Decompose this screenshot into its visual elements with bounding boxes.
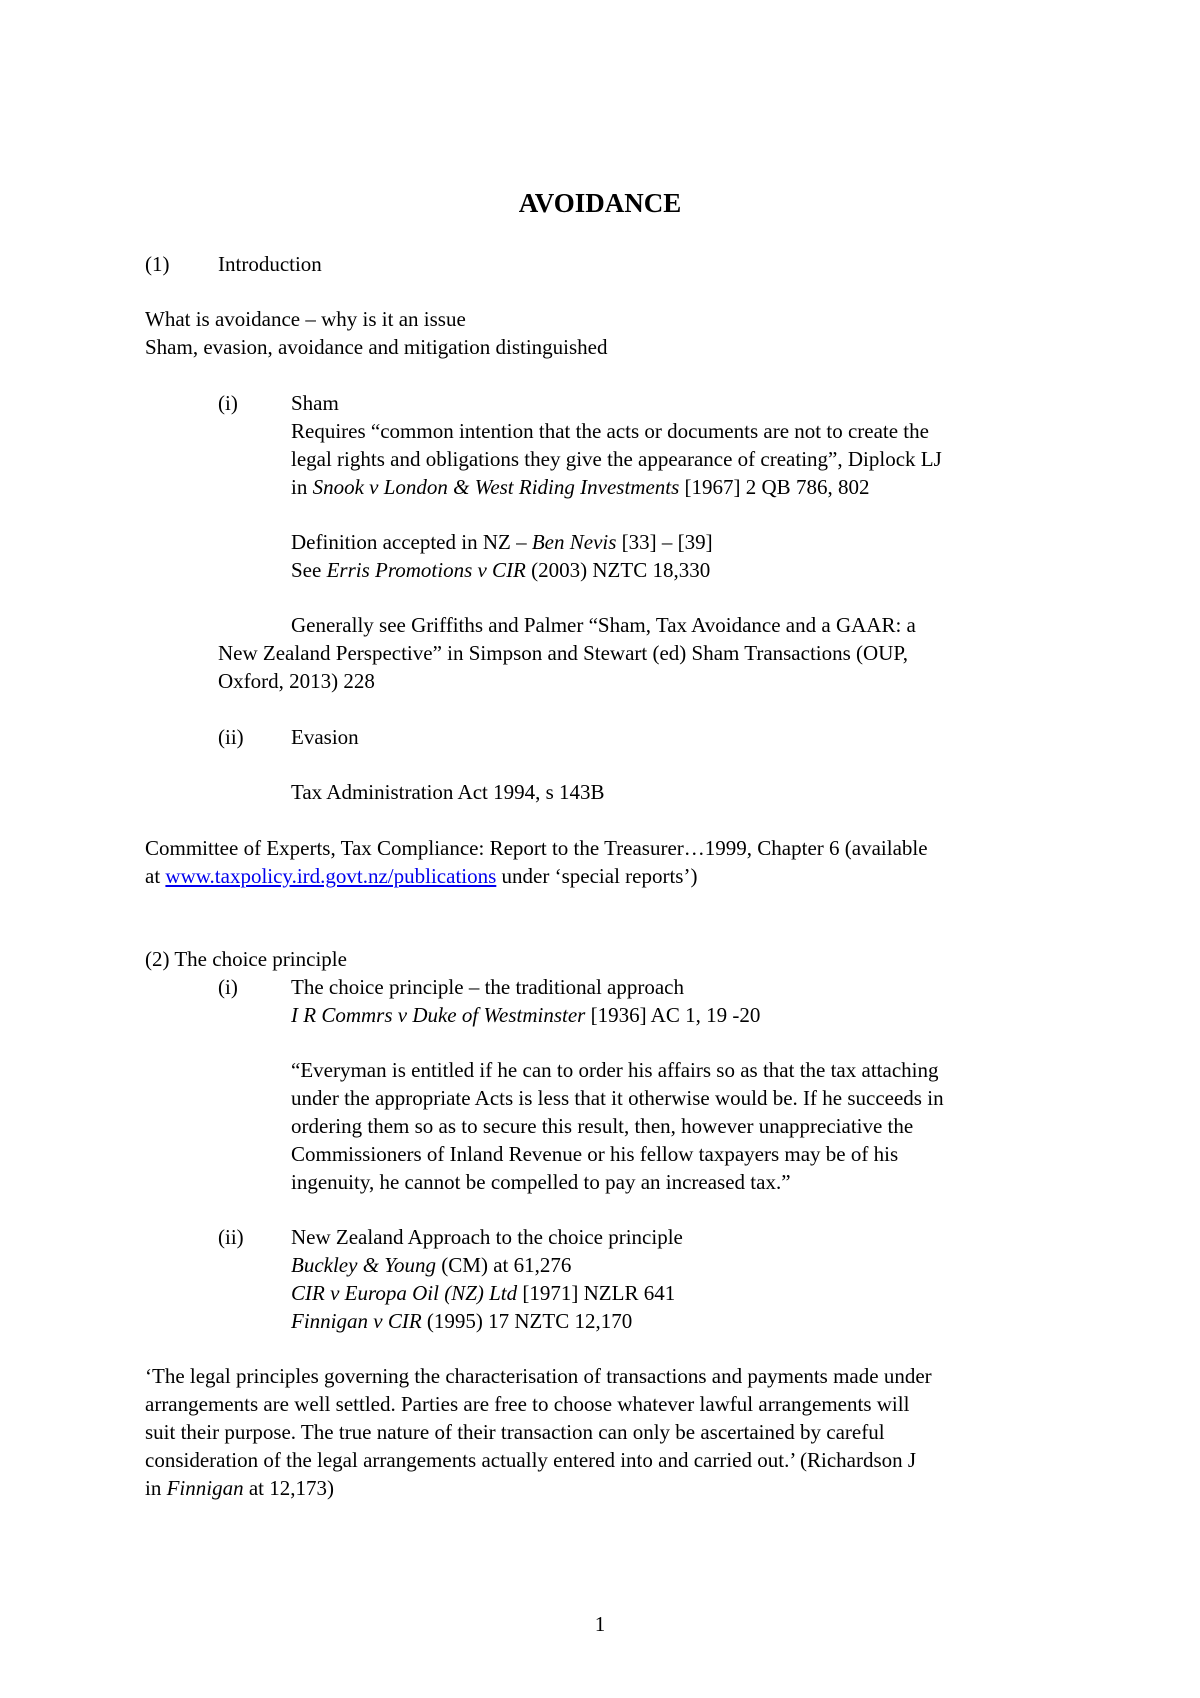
closing-in: in bbox=[145, 1476, 167, 1500]
sham-heading: Sham bbox=[291, 391, 339, 415]
case-buckley-young: Buckley & Young bbox=[291, 1253, 437, 1277]
committee-special-reports: under ‘special reports’) bbox=[496, 864, 698, 888]
generally-line-2: New Zealand Perspective” in Simpson and Stewart (ed) Sham Transactions (OUP, bbox=[218, 641, 908, 665]
committee-at: at bbox=[145, 864, 166, 888]
case-ben-nevis-citation: [33] – [39] bbox=[616, 530, 713, 554]
evasion-number: (ii) bbox=[218, 725, 244, 749]
document-title: AVOIDANCE bbox=[518, 188, 682, 218]
definition-line bbox=[291, 528, 713, 556]
evasion-heading: Evasion bbox=[291, 725, 359, 749]
case-europa-oil-citation: [1971] NZLR 641 bbox=[517, 1281, 676, 1305]
generally-line-3: Oxford, 2013) 228 bbox=[218, 669, 375, 693]
case-buckley-young-citation: (CM) at 61,276 bbox=[436, 1253, 572, 1277]
closing-line-2: arrangements are well settled. Parties are free to choose whatever lawful arrangements will bbox=[145, 1392, 910, 1416]
intro-line-1: What is avoidance – why is it an issue bbox=[145, 307, 466, 331]
europa-oil-line bbox=[291, 1279, 675, 1307]
case-duke-westminster-citation: [1936] AC 1, 19 -20 bbox=[585, 1003, 761, 1027]
sham-number: (i) bbox=[218, 391, 238, 415]
sham-text-line-1: Requires “common intention that the acts or documents are not to create the bbox=[291, 419, 929, 443]
finnigan-line bbox=[291, 1307, 632, 1335]
sham-text-line-2: legal rights and obligations they give the appearance of creating”, Diplock LJ bbox=[291, 447, 942, 471]
section-1-heading: Introduction bbox=[218, 252, 322, 276]
sham-text-in: in bbox=[291, 475, 313, 499]
case-duke-westminster: I R Commrs v Duke of Westminster bbox=[291, 1003, 586, 1027]
committee-line-1: Committee of Experts, Tax Compliance: Report to the Treasurer…1999, Chapter 6 (available bbox=[145, 836, 928, 860]
case-snook-citation: [1967] 2 QB 786, 802 bbox=[679, 475, 870, 499]
closing-citation: at 12,173) bbox=[243, 1476, 334, 1500]
case-erris: Erris Promotions v CIR bbox=[326, 558, 526, 582]
choice-ii-heading: New Zealand Approach to the choice principle bbox=[291, 1225, 683, 1249]
duke-westminster-line bbox=[291, 1001, 760, 1029]
see-text: See bbox=[291, 558, 327, 582]
choice-ii-number: (ii) bbox=[218, 1225, 244, 1249]
case-snook: Snook v London & West Riding Investments bbox=[312, 475, 680, 499]
quote-line-2: under the appropriate Acts is less that it otherwise would be. If he succeeds in bbox=[291, 1086, 944, 1110]
closing-line-3: suit their purpose. The true nature of their transaction can only be ascertained by careful bbox=[145, 1420, 885, 1444]
case-finnigan-citation: (1995) 17 NZTC 12,170 bbox=[421, 1309, 633, 1333]
case-europa-oil: CIR v Europa Oil (NZ) Ltd bbox=[291, 1281, 518, 1305]
buckley-young-line bbox=[291, 1251, 571, 1279]
see-line bbox=[291, 556, 710, 584]
page-number: 1 bbox=[594, 1612, 606, 1636]
closing-line-4: consideration of the legal arrangements actually entered into and carried out.’ (Richardson J bbox=[145, 1448, 917, 1472]
choice-i-heading: The choice principle – the traditional approach bbox=[291, 975, 685, 999]
evasion-statute: Tax Administration Act 1994, s 143B bbox=[291, 780, 605, 804]
section-2-heading: (2) The choice principle bbox=[145, 947, 347, 971]
quote-line-1: “Everyman is entitled if he can to order his affairs so as that the tax attaching bbox=[291, 1058, 939, 1082]
closing-line-5 bbox=[145, 1474, 334, 1502]
definition-text: Definition accepted in NZ – bbox=[291, 530, 532, 554]
choice-i-number: (i) bbox=[218, 975, 238, 999]
section-1-number: (1) bbox=[145, 252, 170, 276]
intro-line-2: Sham, evasion, avoidance and mitigation distinguished bbox=[145, 335, 608, 359]
case-finnigan-ref: Finnigan bbox=[166, 1476, 244, 1500]
taxpolicy-link[interactable]: www.taxpolicy.ird.govt.nz/publications bbox=[165, 864, 497, 888]
sham-text-line-3 bbox=[291, 473, 869, 501]
quote-line-4: Commissioners of Inland Revenue or his fellow taxpayers may be of his bbox=[291, 1142, 899, 1166]
generally-line-1: Generally see Griffiths and Palmer “Sham, Tax Avoidance and a GAAR: a bbox=[291, 613, 916, 637]
quote-line-3: ordering them so as to secure this result, then, however unappreciative the bbox=[291, 1114, 914, 1138]
quote-line-5: ingenuity, he cannot be compelled to pay an increased tax.” bbox=[291, 1170, 791, 1194]
case-erris-citation: (2003) NZTC 18,330 bbox=[525, 558, 711, 582]
committee-line-2 bbox=[145, 862, 697, 890]
case-finnigan: Finnigan v CIR bbox=[291, 1309, 422, 1333]
case-ben-nevis: Ben Nevis bbox=[531, 530, 617, 554]
closing-line-1: ‘The legal principles governing the characterisation of transactions and payments made under bbox=[145, 1364, 932, 1388]
